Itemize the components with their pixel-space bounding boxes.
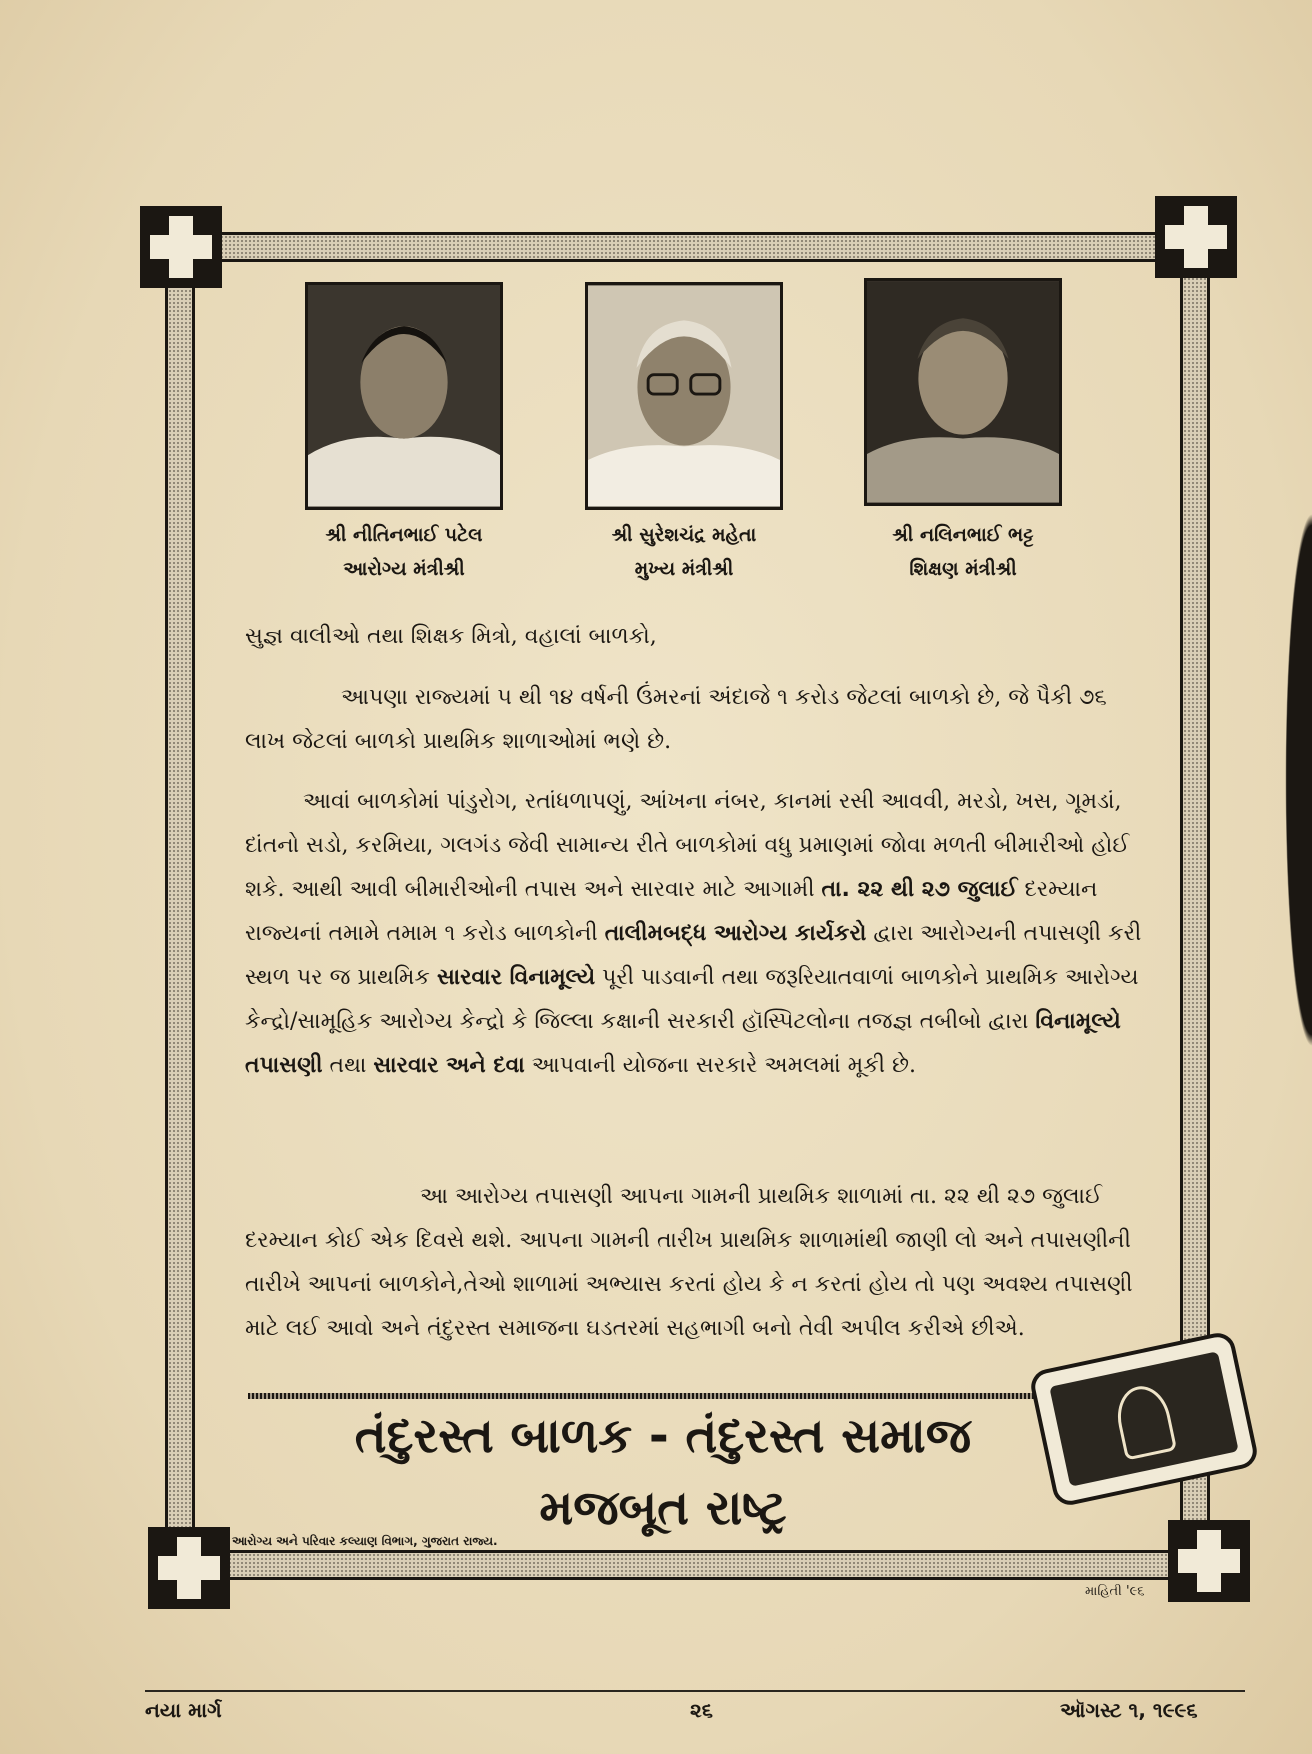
bold-free-checkup: વિનામૂલ્યે તપાસણી (245, 1009, 1121, 1078)
cross-icon (1168, 1520, 1250, 1602)
ad-code: માહિતી '૯૬ (1085, 1584, 1145, 1599)
text-run: દરમ્યાન રાજ્યનાં તમામે તમામ ૧ કરોડ બાળકોની (245, 877, 1098, 946)
text-run: તથા (322, 1053, 374, 1078)
person-name: શ્રી નલિનભાઈ ભટ્ટ (892, 524, 1034, 546)
person-name: શ્રી નીતિનભાઈ પટેલ (325, 524, 483, 546)
portrait-photo (864, 278, 1062, 506)
frame-left-bar (165, 262, 195, 1537)
issue-date: ઑગસ્ટ ૧, ૧૯૯૬ (1060, 1698, 1198, 1722)
person-title: આરોગ્ય મંત્રીશ્રી (343, 558, 465, 580)
portrait-photo (585, 282, 783, 510)
department-credit: આરોગ્ય અને પરિવાર કલ્યાણ વિભાગ, ગુજરાત રાજ્ય. (232, 1534, 498, 1548)
logo-image (1049, 1351, 1238, 1487)
bold-free-treatment: સારવાર વિનામૂલ્યે (436, 965, 596, 990)
text-run: દ્વારા આરોગ્યની તપાસણી કરી સ્થળ પર જ પ્રાથમિક (245, 921, 1142, 990)
page-number: ૨૬ (690, 1698, 713, 1722)
torn-edge (1272, 380, 1312, 1180)
paragraph-3: આ આરોગ્ય તપાસણી આપના ગામની પ્રાથમિક શાળામાં તા. ૨૨ થી ૨૭ જુલાઈ દરમ્યાન કોઈ એક દિવસે થશે. આપના ગામની તારીખ પ્રાથમિક શાળામાંથી જાણી લો અને તપાસણીની તારીખે આપનાં બાળકોને,તેઓ શાળામાં અભ્યાસ કરતાં હોય કે ન કરતાં હોય તો પણ અવશ્ય તપાસણી માટે લઈ આવો અને તંદુરસ્ત સમાજના ઘડતરમાં સહભાગી બનો તેવી અપીલ કરીએ છીએ. (245, 1184, 1133, 1341)
person-title: મુખ્ય મંત્રીશ્રી (634, 558, 734, 580)
slogan-line-2: મજબૂત રાષ્ટ્ર (539, 1480, 787, 1536)
footer-divider (145, 1690, 1245, 1692)
portrait-caption (813, 518, 1113, 586)
bold-date: તા. ૨૨ થી ૨૭ જુલાઈ (821, 877, 1018, 902)
slogan-line-1: તંદુરસ્ત બાળક - તંદુરસ્ત સમાજ (354, 1408, 972, 1464)
portrait-caption (254, 518, 554, 586)
portrait-caption (534, 518, 834, 586)
text-run: પૂરી પાડવાની તથા જરૂરિયાતવાળાં બાળકોને પ્રાથમિક આરોગ્ય કેન્દ્રો/સામૂહિક આરોગ્ય કેન્દ્રો કે જિલ્લા કક્ષાની સરકારી હૉસ્પિટલોના તજજ્ઞ તબીબો દ્વારા (245, 965, 1139, 1034)
bold-treatment-medicine: સારવાર અને દવા (373, 1053, 525, 1078)
cross-icon (140, 206, 222, 288)
greeting: સુજ્ઞ વાલીઓ તથા શિક્ષક મિત્રો, વહાલાં બાળકો, (245, 624, 657, 649)
paragraph-2 (245, 780, 1145, 1088)
person-name: શ્રી સુરેશચંદ્ર મહેતા (611, 524, 757, 546)
magazine-name: નયા માર્ગ (145, 1698, 222, 1722)
paragraph-1: આપણા રાજ્યમાં ૫ થી ૧૪ વર્ષની ઉંમરનાં અંદાજે ૧ કરોડ જેટલાં બાળકો છે, જે પૈકી ૭૬ લાખ જેટલાં બાળકો પ્રાથમિક શાળાઓમાં ભણે છે. (245, 685, 1107, 754)
text-run: આવાં બાળકોમાં પાંડુરોગ, રતાંધળાપણું, આંખના નંબર, કાનમાં રસી આવવી, મરડો, ખસ, ગૂમડાં, દાંતનો સડો, કરમિયા, ગલગંડ જેવી સામાન્ય રીતે બાળકોમાં વધુ પ્રમાણમાં જોવા મળતી બીમારીઓ હોઈ શકે. આથી આવી બીમારીઓની તપાસ અને સારવાર માટે આગામી (245, 789, 1130, 902)
cross-icon (148, 1527, 230, 1609)
cross-icon (1155, 196, 1237, 278)
divider (248, 1393, 1034, 1399)
person-title: શિક્ષણ મંત્રીશ્રી (909, 558, 1017, 580)
bold-trained-workers: તાલીમબદ્ધ આરોગ્ય કાર્યકરો (604, 921, 867, 946)
text-run: આપવાની યોજના સરકારે અમલમાં મૂકી છે. (524, 1053, 917, 1078)
portrait-photo (305, 282, 503, 510)
frame-top-bar (205, 232, 1165, 262)
frame-bottom-bar (205, 1550, 1180, 1580)
family-logo-icon (1028, 1330, 1260, 1508)
